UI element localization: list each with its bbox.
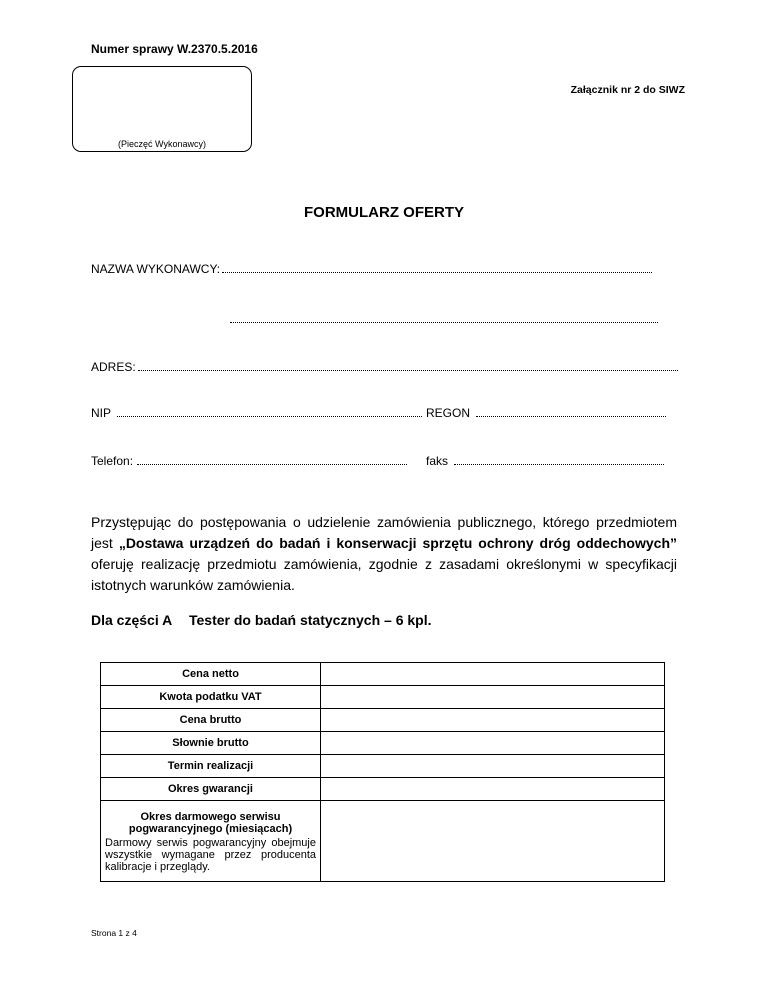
section-heading (91, 612, 432, 628)
regon-line[interactable] (476, 415, 666, 417)
table-row (101, 778, 665, 801)
gross-price-input[interactable] (321, 709, 665, 732)
case-number: Numer sprawy W.2370.5.2016 (91, 42, 258, 56)
intro-part1: Przystępując do postępowania o udzielenie zamówienia publicznego, którego przedmiotem jest (91, 514, 677, 551)
row-label-gross-in-words: Słownie brutto (101, 732, 321, 755)
contractor-name-line-2 (228, 312, 658, 326)
nip-label: NIP (91, 406, 112, 420)
table-row (101, 732, 665, 755)
row-label-net-price: Cena netto (101, 663, 321, 686)
row-label-vat-amount: Kwota podatku VAT (101, 686, 321, 709)
address-label: ADRES: (91, 360, 136, 374)
table-row (101, 709, 665, 732)
nip-line[interactable] (117, 415, 422, 417)
section-label: Dla części A (91, 612, 173, 628)
delivery-date-input[interactable] (321, 755, 665, 778)
fax-line[interactable] (454, 463, 664, 465)
vat-amount-input[interactable] (321, 686, 665, 709)
row-label-gross-price: Cena brutto (101, 709, 321, 732)
table-row (101, 755, 665, 778)
fax-field (426, 454, 664, 468)
free-service-title: Okres darmowego serwisu pogwarancyjnego (miesiącach) (128, 811, 293, 835)
regon-field (426, 406, 666, 420)
offer-table (100, 662, 665, 882)
procurement-subject: „Dostawa urządzeń do badań i konserwacji sprzętu ochrony dróg oddechowych” (118, 535, 677, 551)
phone-label: Telefon: (91, 454, 134, 468)
table-row (101, 686, 665, 709)
warranty-input[interactable] (321, 778, 665, 801)
free-service-input[interactable] (321, 801, 665, 882)
table-row (101, 663, 665, 686)
section-item: Tester do badań statycznych – 6 kpl. (189, 612, 432, 628)
contractor-name-field (91, 262, 652, 276)
row-label-free-service (101, 801, 321, 882)
regon-label: REGON (426, 406, 471, 420)
contractor-name-line-2-dots[interactable] (230, 321, 658, 323)
stamp-label: (Pieczęć Wykonawcy) (118, 139, 206, 149)
phone-field (91, 454, 407, 468)
net-price-input[interactable] (321, 663, 665, 686)
page-number: Strona 1 z 4 (91, 928, 137, 938)
contractor-name-label: NAZWA WYKONAWCY: (91, 262, 221, 276)
phone-line[interactable] (137, 463, 407, 465)
contractor-name-line[interactable] (222, 271, 652, 273)
gross-in-words-input[interactable] (321, 732, 665, 755)
page-title: FORMULARZ OFERTY (304, 204, 464, 221)
intro-part2: oferuję realizację przedmiotu zamówienia, zgodnie z zasadami określonymi w specyfikacji istotnych warunków zamówienia. (91, 556, 677, 593)
row-label-warranty: Okres gwarancji (101, 778, 321, 801)
address-line[interactable] (138, 369, 678, 371)
row-label-delivery-date: Termin realizacji (101, 755, 321, 778)
intro-paragraph (91, 512, 677, 596)
nip-field (91, 406, 422, 420)
free-service-note: Darmowy serwis pogwarancyjny obejmuje wszystkie wymagane przez producenta kalibracje i przeglądy. (105, 837, 316, 873)
address-field (91, 360, 678, 374)
attachment-label: Załącznik nr 2 do SIWZ (570, 84, 685, 96)
fax-label: faks (426, 454, 449, 468)
table-row (101, 801, 665, 882)
contractor-stamp-box (72, 66, 252, 152)
